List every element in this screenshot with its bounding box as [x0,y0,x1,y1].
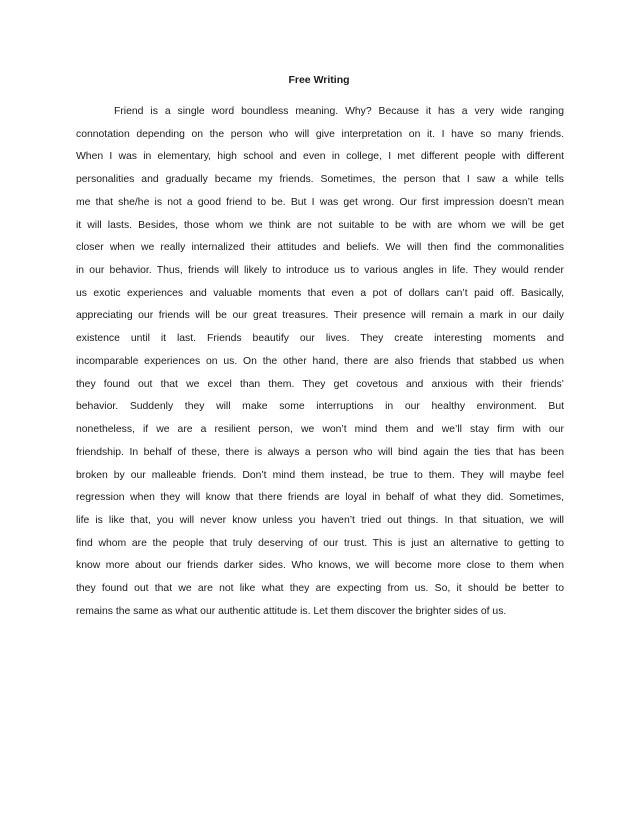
paragraph-line: connotation depending on the person who will give interpretation on it. I have so many friends. [76,128,564,140]
paragraph-line: find whom are the people that truly deserving of our trust. This is just an alternative to getting to [76,537,564,549]
paragraph-line: remains the same as what our authentic attitude is. Let them discover the brighter sides of us. [76,605,507,617]
paragraph-line: incomparable experiences on us. On the other hand, there are also friends that stabbed us when [76,355,564,367]
document-title: Free Writing [288,74,350,86]
paragraph-line: personalities and gradually became my friends. Sometimes, the person that I saw a while tells [76,174,564,186]
paragraph-line: Friend is a single word boundless meaning. Why? Because it has a very wide ranging [114,106,564,117]
paragraph-line: appreciating our friends will be our great treasures. Their presence will remain a mark in our daily [76,310,564,322]
paragraph-line: closer when we really internalized their attitudes and beliefs. We will then find the commonalities [76,242,564,254]
paragraph-line: behavior. Suddenly they will make some interruptions in our healthy environment. But [76,401,564,413]
paragraph-line: nonetheless, if we are a resilient person, we won’t mind them and we’ll stay firm with our [76,424,564,436]
paragraph-line: regression when they will know that there friends are loyal in behalf of what they did. Sometimes, [76,492,564,504]
paragraph-line: existence until it last. Friends beautify our lives. They create interesting moments and [76,333,564,345]
paragraph-line: friendship. In behalf of these, there is always a person who will bind again the ties that has been [76,446,564,458]
paragraph-line: me that she/he is not a good friend to be. But I was get wrong. Our first impression doesn’t mean [76,196,564,208]
paragraph-line: they found out that we are not like what they are expecting from us. So, it should be better to [76,583,564,595]
paragraph-line: When I was in elementary, high school and even in college, I met different people with different [76,151,564,163]
essay-paragraph [76,101,564,624]
paragraph-line: broken by our malleable friends. Don’t mind them instead, be true to them. They will maybe feel [76,469,564,481]
paragraph-line: they found out that we excel than them. They get covetous and anxious with their friends’ [76,378,564,390]
paragraph-line: life is like that, you will never know unless you haven’t tried out things. In that situation, we will [76,514,564,526]
paragraph-line: it will lasts. Besides, those whom we think are not suitable to be with are whom we will be get [76,219,564,231]
paragraph-line: know more about our friends darker sides. Who knows, we will become more close to them when [76,560,564,572]
paragraph-line: in our behavior. Thus, friends will likely to introduce us to various angles in life. They would render [76,265,564,277]
paragraph-line: us exotic experiences and valuable moments that even a pot of dollars can’t paid off. Basically, [76,287,564,299]
